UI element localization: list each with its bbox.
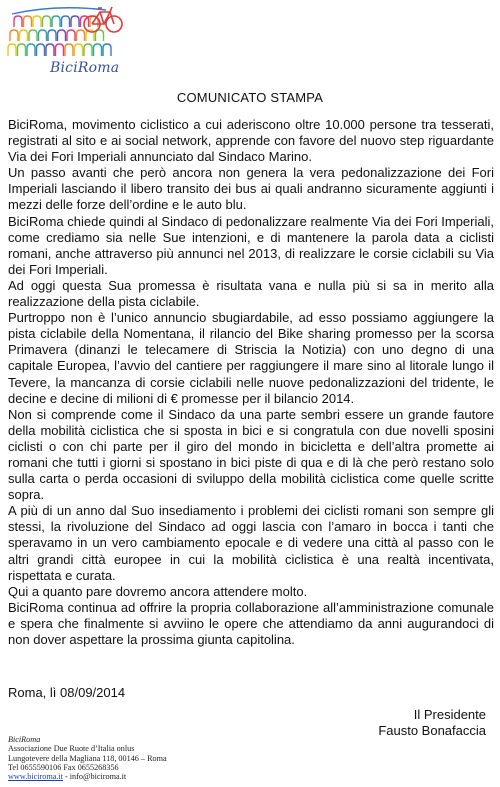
colosseum-arch	[58, 30, 66, 41]
colosseum-arch	[33, 16, 41, 27]
footer-email: - info@biciroma.it	[62, 772, 127, 782]
paragraph: Purtroppo non è l’unico annuncio sbugiardabile, ad esso possiamo aggiungere la pista ciclabile della Nomentana, il rilancio del Bike sharing promesso per la scorsa Primavera (dinanzi le telecamere di Striscia la Notizia) con uno degno di una capitale Europea, l’avvio del cantiere per raggiungere il mare sino al litorale lungo il Tevere, la mancanza di corsie ciclabili nelle nuove pedonalizzazioni del tridente, le decine e decine di milioni di € promesse per il bilancio 2014.	[8, 310, 494, 406]
colosseum-arch	[103, 44, 111, 56]
colosseum-arch	[46, 44, 54, 56]
date-line: Roma, lì 08/09/2014	[8, 685, 126, 700]
footer-address: Lungotevere della Magliana 118, 00146 – Roma	[8, 753, 167, 763]
paragraph: Non si comprende come il Sindaco da una parte sembri essere un grande fautore della mobilità ciclistica che si sposta in bici e si congratula con due novelli sposini ciclisti o con chi parte per il giro del mondo in bicicletta e dell’altra promette ai romani che tutti i giorni si spostano in bici piste di qua e di là che però restano solo sulla carta o perda occasioni di sviluppo della mobilità ciclistica come quelle scritte sopra.	[8, 406, 494, 503]
signature-name: Fausto Bonafaccia	[378, 723, 486, 738]
paragraph: Ad oggi questa Sua promessa è risultata vana e nulla più si sa in merito alla realizzazione della pista ciclabile.	[8, 277, 494, 310]
footer-contacts	[8, 735, 167, 781]
colosseum-arch	[48, 30, 56, 41]
colosseum-arch	[71, 16, 79, 27]
paragraph: Qui a quanto pare dovremo ancora attendere molto.	[8, 583, 308, 599]
colosseum-arch	[65, 44, 73, 56]
website-link[interactable]: www.biciroma.it	[8, 772, 63, 782]
colosseum-arch	[67, 30, 75, 41]
logo-wordmark: BiciRoma	[50, 60, 120, 76]
footer-brand: BiciRoma	[8, 735, 41, 744]
colosseum-arch	[14, 16, 22, 27]
signature-role: Il Presidente	[413, 707, 486, 722]
footer-web-line	[8, 772, 167, 781]
colosseum-arch	[20, 30, 28, 41]
colosseum-arch	[52, 16, 60, 27]
colosseum-arch	[43, 16, 51, 27]
colosseum-arch	[39, 30, 47, 41]
colosseum-arch	[56, 44, 64, 56]
paragraph: Un passo avanti che però ancora non genera la vera pedonalizzazione dei Fori Imperiali lasciando il libero transito dei bus ai quali andranno sicuramente aggiunti i mezzi delle forze dell’ordine e le auto blu.	[8, 165, 494, 213]
colosseum-arch	[77, 30, 85, 41]
paragraph: BiciRoma, movimento ciclistico a cui aderiscono oltre 10.000 persone tra tesserati, registrati al sito e ai social network, apprende con favore del nuovo step riguardante Via dei Fori Imperiali annunciato dal Sindaco Marino.	[8, 117, 494, 165]
colosseum-arch	[94, 44, 102, 56]
colosseum-arch	[75, 44, 83, 56]
colosseum-arch	[27, 44, 35, 56]
document-title: COMUNICATO STAMPA	[176, 90, 324, 105]
colosseum-arch	[8, 44, 16, 56]
document-body	[8, 117, 494, 648]
paragraph: BiciRoma continua ad offrire la propria collaborazione all’amministrazione comunale e spera che finalmente si avviino le opere che attendiamo da anni augurandoci di non dover aspettare la prossima giunta capitolina.	[8, 599, 494, 647]
biciroma-logo	[6, 2, 124, 80]
colosseum-bicycle-logo-icon	[6, 2, 124, 64]
paragraph: A più di un anno dal Suo insediamento i problemi dei ciclisti romani son sempre gli stessi, la rivoluzione del Sindaco ad oggi lascia con l’amaro in bocca i tanti che speravamo in un vero cambiamento epocale e di vedere una città al passo con le altri grandi città europee in cui la mobilità ciclistica è una realtà incentivata, rispettata e curata.	[8, 503, 494, 583]
paragraph: BiciRoma chiede quindi al Sindaco di pedonalizzare realmente Via dei Fori Imperiali, come crediamo sia nelle Sue intenzioni, e di mantenere la parola data a ciclisti romani, anche attraverso più annunci nel 2013, di realizzare le corsie ciclabili su Via dei Fori Imperiali.	[8, 213, 494, 277]
colosseum-arch	[84, 44, 92, 56]
colosseum-arch	[24, 16, 32, 27]
colosseum-arch	[18, 44, 26, 56]
colosseum-arch	[10, 30, 18, 41]
colosseum-arch	[37, 44, 45, 56]
footer-phone: Tel 0655590106 Fax 0655268356	[8, 762, 119, 772]
colosseum-arch	[96, 30, 104, 41]
colosseum-arch	[62, 16, 70, 27]
signature-block	[378, 707, 486, 739]
colosseum-arch	[29, 30, 37, 41]
footer-association: Associazione Due Ruote d’Italia onlus	[8, 744, 135, 754]
colosseum-rim	[12, 8, 106, 14]
